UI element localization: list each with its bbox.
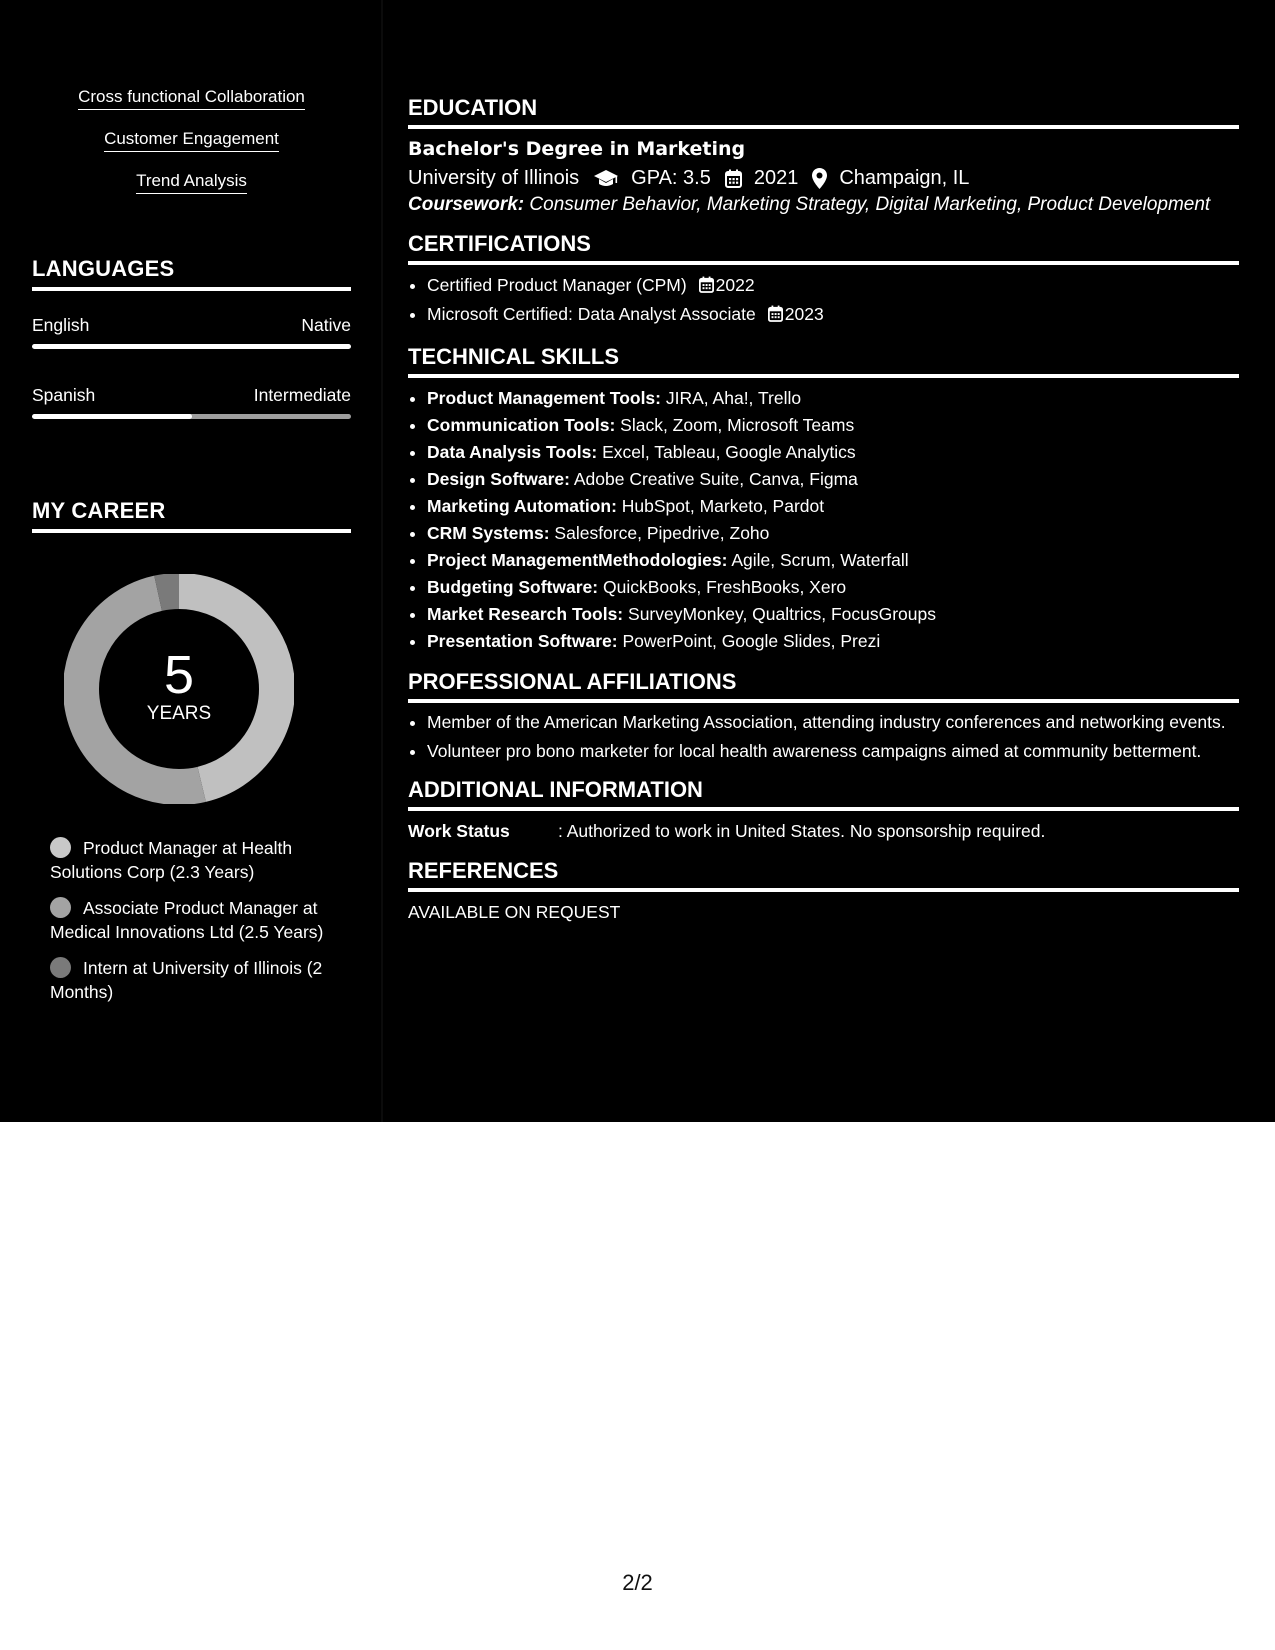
list-item <box>427 574 1239 601</box>
language-bar-fill <box>32 344 351 349</box>
work-status-label: Work Status <box>408 821 510 841</box>
language-bar-fill <box>32 414 192 419</box>
certification-year: 2023 <box>784 304 824 324</box>
list-item <box>427 493 1239 520</box>
career-item <box>50 836 340 884</box>
page-number: 2/2 <box>622 1570 653 1595</box>
column-divider <box>381 0 383 1122</box>
technical-skills-list <box>408 385 1239 655</box>
skill-label: Product Management Tools: <box>427 388 661 408</box>
list-item <box>427 385 1239 412</box>
career-list <box>50 836 340 1016</box>
gpa: GPA: 3.5 <box>631 167 711 189</box>
language-row <box>32 384 351 406</box>
coursework-list: Consumer Behavior, Marketing Strategy, Digital Marketing, Product Development <box>529 194 1211 215</box>
career-item <box>50 896 340 944</box>
list-item <box>427 272 1239 301</box>
main-column <box>408 95 1239 925</box>
donut-center <box>64 574 294 804</box>
language-level: Native <box>301 315 351 335</box>
skill-value: JIRA, Aha!, Trello <box>665 388 802 408</box>
languages-heading: LANGUAGES <box>32 256 351 291</box>
career-donut-chart <box>64 574 294 804</box>
legend-dot <box>50 957 71 978</box>
list-item <box>427 628 1239 655</box>
skill-label: CRM Systems: <box>427 523 550 543</box>
skill-label: Communication Tools: <box>427 415 616 435</box>
work-status-row <box>408 818 1239 844</box>
list-item <box>427 412 1239 439</box>
language-level: Intermediate <box>253 385 351 405</box>
skill-label: Budgeting Software: <box>427 577 599 597</box>
skills-list <box>32 86 351 212</box>
list-item <box>427 439 1239 466</box>
list-item <box>427 466 1239 493</box>
career-item <box>50 956 340 1004</box>
list-item: • Member of the American Marketing Association, attending industry conferences and networking events. <box>427 710 1239 734</box>
map-pin-icon <box>812 168 827 189</box>
calendar-icon <box>725 169 742 188</box>
list-item <box>427 601 1239 628</box>
certification-year: 2022 <box>715 275 755 295</box>
career-item-text: Intern at University of Illinois (2 Months) <box>50 958 323 1002</box>
calendar-icon <box>768 303 783 330</box>
skill-tag: Customer Engagement <box>104 128 279 152</box>
affiliations-list <box>408 710 1239 763</box>
coursework <box>408 193 1239 217</box>
skill-label: Presentation Software: <box>427 631 618 651</box>
graduation-cap-icon <box>593 168 619 188</box>
coursework-label: Coursework: <box>408 194 525 215</box>
language-bar <box>32 414 351 419</box>
list-item <box>427 301 1239 330</box>
skill-label: Data Analysis Tools: <box>427 442 598 462</box>
career-item-text: Product Manager at Health Solutions Corp (2.3 Years) <box>50 838 293 882</box>
language-name: English <box>32 315 90 335</box>
education-meta <box>408 163 1239 193</box>
skill-label: Market Research Tools: <box>427 604 624 624</box>
list-item <box>427 547 1239 574</box>
calendar-icon <box>699 274 714 301</box>
career-total-years: 5 <box>163 645 195 705</box>
language-bar <box>32 344 351 349</box>
career-heading: MY CAREER <box>32 498 351 533</box>
skill-value: QuickBooks, FreshBooks, Xero <box>602 577 847 597</box>
skill-value: Salesforce, Pipedrive, Zoho <box>554 523 770 543</box>
legend-dot <box>50 837 71 858</box>
skill-tag: Cross functional Collaboration <box>78 86 305 110</box>
certifications-heading: CERTIFICATIONS <box>408 231 1239 265</box>
skill-label: Project ManagementMethodologies: <box>427 550 728 570</box>
degree-title: Bachelor's Degree in Marketing <box>408 138 746 160</box>
graduation-year: 2021 <box>753 167 799 189</box>
additional-info-heading: ADDITIONAL INFORMATION <box>408 777 1239 811</box>
certifications-list <box>408 272 1239 330</box>
list-item: • Volunteer pro bono marketer for local health awareness campaigns aimed at community betterment. <box>427 739 1239 763</box>
references-text: AVAILABLE ON REQUEST <box>408 902 621 922</box>
certification-name: Microsoft Certified: Data Analyst Associate <box>427 304 756 324</box>
language-row <box>32 314 351 336</box>
school-name: University of Illinois <box>408 167 580 189</box>
language-name: Spanish <box>32 385 96 405</box>
skill-value: Excel, Tableau, Google Analytics <box>602 442 856 462</box>
career-total-unit: YEARS <box>146 703 212 724</box>
skill-value: Adobe Creative Suite, Canva, Figma <box>573 469 858 489</box>
list-item <box>427 520 1239 547</box>
technical-skills-heading: TECHNICAL SKILLS <box>408 344 1239 378</box>
skill-value: HubSpot, Marketo, Pardot <box>621 496 825 516</box>
career-item-text: Associate Product Manager at Medical Innovations Ltd (2.5 Years) <box>50 898 324 942</box>
skill-value: PowerPoint, Google Slides, Prezi <box>622 631 881 651</box>
skill-label: Design Software: <box>427 469 570 489</box>
skill-label: Marketing Automation: <box>427 496 617 516</box>
references-heading: REFERENCES <box>408 858 1239 892</box>
school-location: Champaign, IL <box>839 167 970 189</box>
affiliations-heading: PROFESSIONAL AFFILIATIONS <box>408 669 1239 703</box>
legend-dot <box>50 897 71 918</box>
certification-name: Certified Product Manager (CPM) <box>427 275 687 295</box>
skill-value: SurveyMonkey, Qualtrics, FocusGroups <box>628 604 936 624</box>
work-status-value: : Authorized to work in United States. No sponsorship required. <box>558 821 1046 841</box>
skill-value: Agile, Scrum, Waterfall <box>731 550 909 570</box>
skill-value: Slack, Zoom, Microsoft Teams <box>620 415 855 435</box>
education-heading: EDUCATION <box>408 95 1239 129</box>
skill-tag: Trend Analysis <box>136 170 247 194</box>
